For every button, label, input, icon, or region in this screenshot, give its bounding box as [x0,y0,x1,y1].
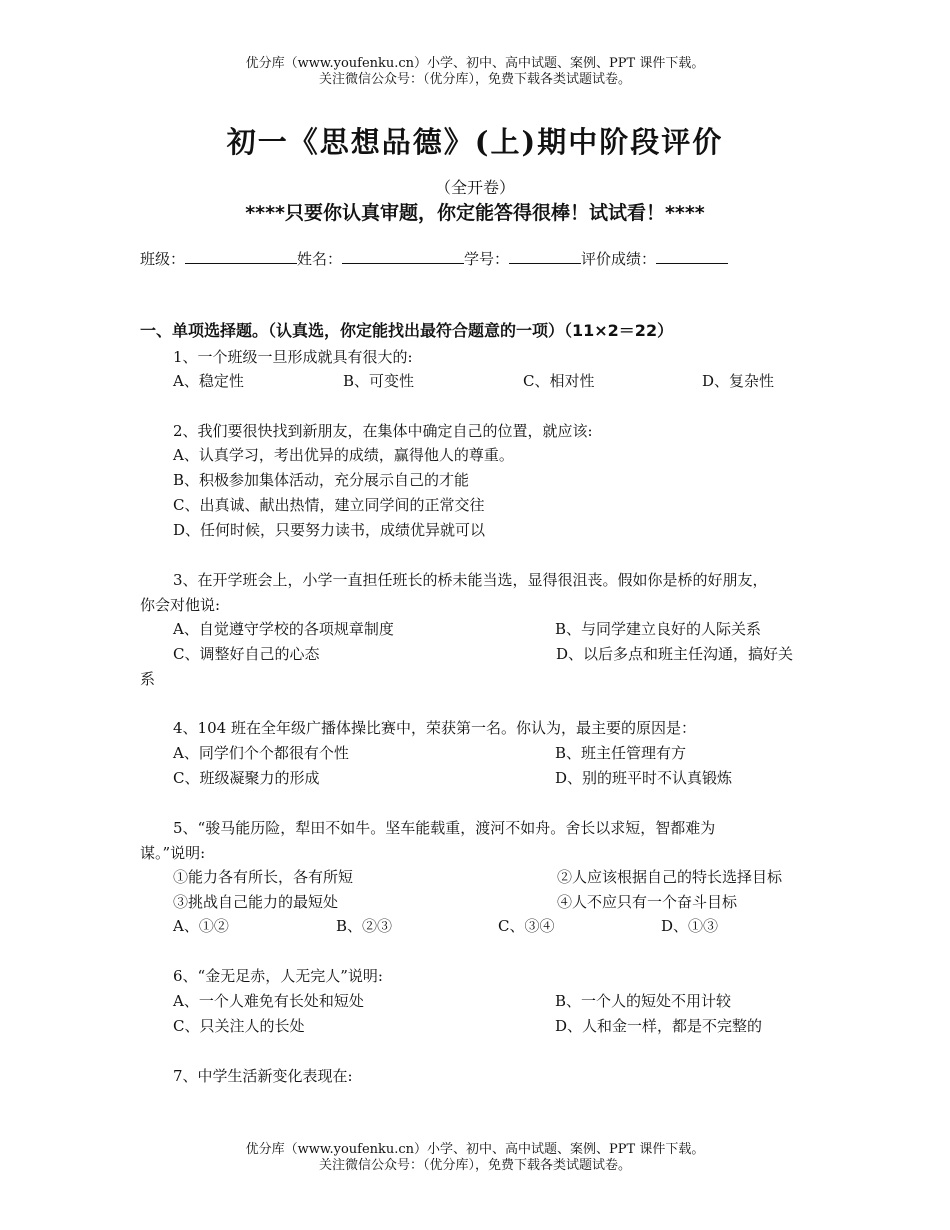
question-1-option-b: B、可变性 [343,372,415,390]
section-heading: 一、单项选择题。（认真选，你定能找出最符合题意的一项）（11×2＝22） [140,321,674,340]
footer-line-2: 关注微信公众号：（优分库），免费下载各类试题试卷。 [318,1158,631,1173]
question-2-stem: 2、我们要很快找到新朋友，在集体中确定自己的位置，就应该: [173,422,593,440]
question-1-option-d: D、复杂性 [702,372,775,390]
question-5-statement-1: ①能力各有所长，各有所短 [173,868,354,886]
footer-line-1: 优分库（www.youfenku.cn）小学、初中、高中试题、案例、PPT 课件下载。 [245,1142,705,1157]
question-5-option-c: C、③④ [498,917,555,935]
question-1-option-c: C、相对性 [523,372,595,390]
name-blank[interactable] [342,249,464,264]
question-3-option-c: C、调整好自己的心态 [173,645,320,663]
question-1-stem: 1、一个班级一旦形成就具有很大的: [173,348,413,366]
question-6-stem: 6、“金无足赤，人无完人”说明: [173,967,383,985]
question-6-option-a: A、一个人难免有长处和短处 [173,992,364,1010]
class-label: 班级： [140,250,186,268]
question-3-option-d: D、以后多点和班主任沟通，搞好关 [556,645,794,663]
question-7-stem: 7、中学生活新变化表现在: [173,1067,353,1085]
question-4-option-b: B、班主任管理有方 [555,744,687,762]
question-6-option-d: D、人和金一样，都是不完整的 [555,1017,763,1035]
question-5-statement-3: ③挑战自己能力的最短处 [173,893,339,911]
question-1-option-a: A、稳定性 [173,372,244,390]
question-5-statement-2: ②人应该根据自己的特长选择目标 [557,868,783,886]
question-5-option-b: B、②③ [336,917,393,935]
class-blank[interactable] [185,249,297,264]
question-6-option-b: B、一个人的短处不用计较 [555,992,732,1010]
question-3-stem-continued: 你会对他说: [140,596,221,614]
question-4-option-d: D、别的班平时不认真锻炼 [555,769,733,787]
question-5-statement-4: ④人不应只有一个奋斗目标 [557,893,738,911]
student-info-line [140,248,728,269]
question-3-option-b: B、与同学建立良好的人际关系 [555,620,762,638]
name-label: 姓名： [297,250,343,268]
score-label: 评价成绩： [581,250,657,268]
question-3-stem: 3、在开学班会上，小学一直担任班长的桥未能当选，显得很沮丧。假如你是桥的好朋友， [173,571,768,589]
question-5-stem-continued: 谋。”说明: [140,844,206,862]
question-5-option-d: D、①③ [661,917,719,935]
id-label: 学号： [464,250,510,268]
page-subtitle: （全开卷） [434,178,515,197]
question-2-option-d: D、任何时候，只要努力读书，成绩优异就可以 [173,521,486,539]
question-2-option-a: A、认真学习，考出优异的成绩，赢得他人的尊重。 [173,446,514,464]
question-5-stem: 5、“骏马能历险，犁田不如牛。坚车能载重，渡河不如舟。舍长以求短，智都难为 [173,819,716,837]
id-blank[interactable] [509,249,581,264]
question-4-option-c: C、班级凝聚力的形成 [173,769,320,787]
question-4-option-a: A、同学们个个都很有个性 [173,744,349,762]
slogan: ****只要你认真审题，你定能答得很棒！试试看！**** [245,202,705,224]
page-title: 初一《思想品德》(上)期中阶段评价 [226,125,724,159]
question-5-option-a: A、①② [173,917,229,935]
header-line-2: 关注微信公众号：（优分库），免费下载各类试题试卷。 [318,72,631,87]
question-2-option-b: B、积极参加集体活动，充分展示自己的才能 [173,471,470,489]
question-2-option-c: C、出真诚、献出热情，建立同学间的正常交往 [173,496,485,514]
score-blank[interactable] [656,249,728,264]
question-3-option-d-continued: 系 [140,670,156,688]
question-4-stem: 4、104 班在全年级广播体操比赛中，荣获第一名。你认为，最主要的原因是： [173,719,696,737]
question-3-option-a: A、自觉遵守学校的各项规章制度 [173,620,394,638]
question-6-option-c: C、只关注人的长处 [173,1017,305,1035]
header-line-1: 优分库（www.youfenku.cn）小学、初中、高中试题、案例、PPT 课件下载。 [245,56,705,71]
